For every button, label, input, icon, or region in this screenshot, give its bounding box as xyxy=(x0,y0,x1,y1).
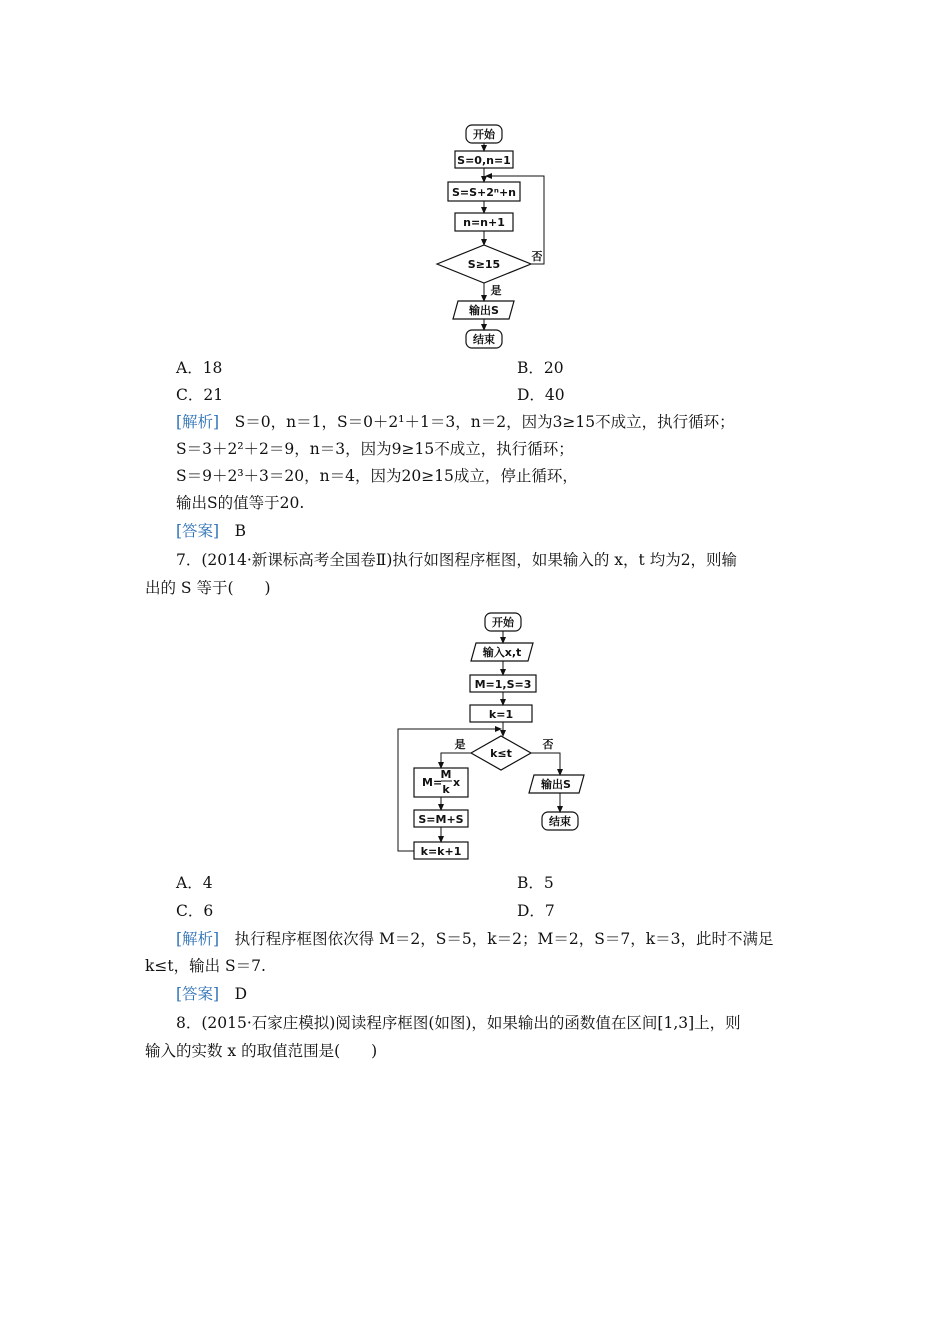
flow2-init-text: M=1,S=3 xyxy=(474,678,532,691)
q7-option-a: A．4 xyxy=(176,874,213,892)
flow1-yes-label: 是 xyxy=(490,284,502,297)
q7-answer-tag: [答案] xyxy=(176,985,220,1003)
q8-question-line-1: 8．(2015·石家庄模拟)阅读程序框图(如图)，如果输出的函数值在区间[1,3]上，则 xyxy=(176,1014,741,1032)
flow1-no-label: 否 xyxy=(531,250,543,263)
q6-option-b: B．20 xyxy=(517,359,564,377)
flow2-cond-text: k≤t xyxy=(490,747,512,760)
q6-option-d: D．40 xyxy=(517,386,565,404)
flow2-no-label: 否 xyxy=(542,738,554,751)
flow1-end-text: 结束 xyxy=(473,333,495,346)
flow2-m-den: k xyxy=(442,783,450,796)
q7-option-d: D．7 xyxy=(517,902,555,920)
q6-answer-value: B xyxy=(234,522,247,540)
q7-analysis-line-1 xyxy=(176,929,774,949)
flow2-kinit-text: k=1 xyxy=(488,708,514,721)
flow2-k-text: k=k+1 xyxy=(420,845,462,858)
flow1-output-text: 输出S xyxy=(469,304,499,317)
flow2-m-right: x xyxy=(453,776,461,789)
flow2-input-text: 输入x,t xyxy=(482,646,522,659)
q6-analysis-line-4: 输出S的值等于20. xyxy=(176,494,305,512)
q7-answer xyxy=(176,984,247,1004)
q6-option-c: C．21 xyxy=(176,386,224,404)
q7-answer-value: D xyxy=(234,985,248,1003)
q6-answer xyxy=(176,521,246,541)
flow2-m-left: M= xyxy=(422,776,443,789)
q6-analysis-tag: [解析] xyxy=(176,413,220,431)
flow1-init-text: S=0,n=1 xyxy=(457,154,511,167)
flowchart-2 xyxy=(0,600,950,900)
q6-analysis-text-1: S＝0，n＝1，S＝0＋2¹＋1＝3，n＝2，因为3≥15不成立，执行循环； xyxy=(234,413,735,431)
q8-question-line-2: 输入的实数 x 的取值范围是( ) xyxy=(145,1042,378,1060)
flow2-end-text: 结束 xyxy=(549,815,571,828)
q7-option-c: C．6 xyxy=(176,902,214,920)
q7-question-line-1: 7．(2014·新课标高考全国卷Ⅱ)执行如图程序框图，如果输入的 x，t 均为2，则输 xyxy=(176,551,738,569)
q6-analysis-line-2: S＝3＋2²＋2＝9，n＝3，因为9≥15不成立，执行循环； xyxy=(176,440,574,458)
flow2-m-num: M xyxy=(440,768,452,781)
q7-analysis-line-2: k≤t，输出 S＝7. xyxy=(145,957,266,975)
flow1-update-text: S=S+2ⁿ+n xyxy=(452,186,516,199)
q6-analysis-line-3: S＝9＋2³＋3＝20，n＝4，因为20≥15成立，停止循环， xyxy=(176,467,578,485)
q7-option-b: B．5 xyxy=(517,874,554,892)
flowchart-1 xyxy=(0,0,950,360)
flow1-start-text: 开始 xyxy=(473,128,495,141)
flow2-start-text: 开始 xyxy=(492,616,514,629)
q6-option-a: A．18 xyxy=(176,359,223,377)
q6-analysis-line-1 xyxy=(176,412,735,432)
flow1-incr-text: n=n+1 xyxy=(463,216,505,229)
flow2-output-text: 输出S xyxy=(541,778,571,791)
q7-analysis-tag: [解析] xyxy=(176,930,220,948)
flow2-s-text: S=M+S xyxy=(418,813,464,826)
q7-question-line-2: 出的 S 等于( ) xyxy=(145,579,271,597)
q6-answer-tag: [答案] xyxy=(176,522,220,540)
flow1-cond-text: S≥15 xyxy=(467,258,501,271)
q7-analysis-text-1: 执行程序框图依次得 M＝2，S＝5，k＝2；M＝2，S＝7，k＝3，此时不满足 xyxy=(234,930,774,948)
flow2-yes-label: 是 xyxy=(454,738,466,751)
